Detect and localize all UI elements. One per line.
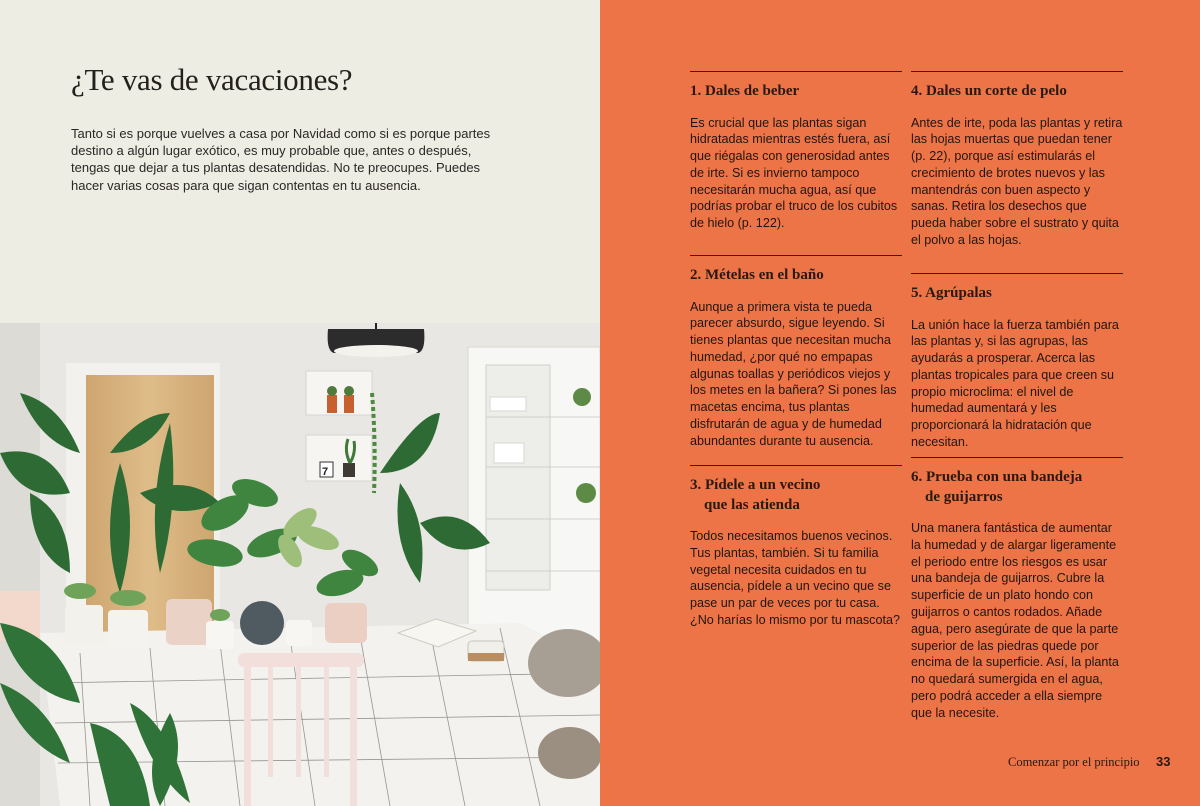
tip-heading: 5. Agrúpalas: [911, 285, 992, 301]
clock-digit: 7: [322, 466, 329, 478]
tip-section: [690, 255, 902, 450]
plants-photo: [0, 323, 600, 806]
tip-body: Es crucial que las plantas sigan hidratadas mientras estés fuera, así que riégalas con generosidad antes de irte. Si es invierno tampoco necesitarán mucha agua, así que podrías probar el truco de los cubitos de hielo (p. 122).: [690, 115, 898, 231]
tip-section: [911, 71, 1123, 249]
tip-heading: 2. Mételas en el baño: [690, 267, 824, 283]
running-footer: Comenzar por el principio: [1008, 755, 1140, 769]
tip-section: [911, 273, 1123, 451]
tip-body: Una manera fantástica de aumentar la humedad y de alargar ligeramente el periodo entre los riesgos es usar una bandeja de guijarros. Cubre la superficie de un plato hondo con guijarros o cantos rodados. Añade agua, pero asegúrate de que la parte superior de las piedras quede por encima de la superficie. Así, la planta no quedará sumergida en el agua, pero podrá acceder a ella siempre que la necesite.: [911, 521, 1119, 720]
tip-heading: 1. Dales de beber: [690, 83, 800, 99]
page-number: 33: [1156, 754, 1171, 769]
tip-body: La unión hace la fuerza también para las plantas y, si las agrupas, las ayudarás a prosperar. Acerca las plantas tropicales para que creen su propio microclima: el nivel de humedad aumentará y les proporcionará la hidratación que necesitan.: [911, 317, 1119, 450]
tip-section: [911, 457, 1123, 722]
tip-heading: 4. Dales un corte de pelo: [911, 83, 1067, 99]
intro-paragraph: Tanto si es porque vuelves a casa por Navidad como si es porque partes destino a algún lugar exótico, es muy probable que, antes o después, tengas que dejar a tus plantas desatendidas. No te preocupes. Puedes hacer varias cosas para que sigan contentas en tu ausencia.: [71, 126, 491, 193]
tip-heading: 3. Pídele a un vecino que las atienda: [690, 477, 821, 513]
tip-body: Todos necesitamos buenos vecinos. Tus plantas, también. Si tu familia vegetal necesita cuidados en tu ausencia, pídele a un vecino que se pase un par de veces por tu casa. ¿No harías lo mismo por tu mascota?: [690, 529, 900, 627]
tip-section: [690, 465, 902, 629]
tip-body: Aunque a primera vista te pueda parecer absurdo, sigue leyendo. Si tienes plantas que necesitan mucha humedad, ¿por qué no empapas algunas toallas y periódicos viejos y los metes en la bañera? Si pones las macetas encima, tus plantas disfrutarán de agua y de humedad abundantes durante tu ausencia.: [690, 299, 897, 448]
tip-body: Antes de irte, poda las plantas y retira las hojas muertas que puedan tener (p. 22), porque así estimularás el crecimiento de brotes nuevos y las mantendrás con buen aspecto y sanas. Retira los desechos que pueda haber sobre el sustrato y quita el polvo a las hojas.: [911, 115, 1123, 248]
tip-heading: 6. Prueba con una bandeja de guijarros: [911, 469, 1083, 505]
tip-section: [690, 71, 902, 232]
page-title: ¿Te vas de vacaciones?: [71, 62, 353, 97]
